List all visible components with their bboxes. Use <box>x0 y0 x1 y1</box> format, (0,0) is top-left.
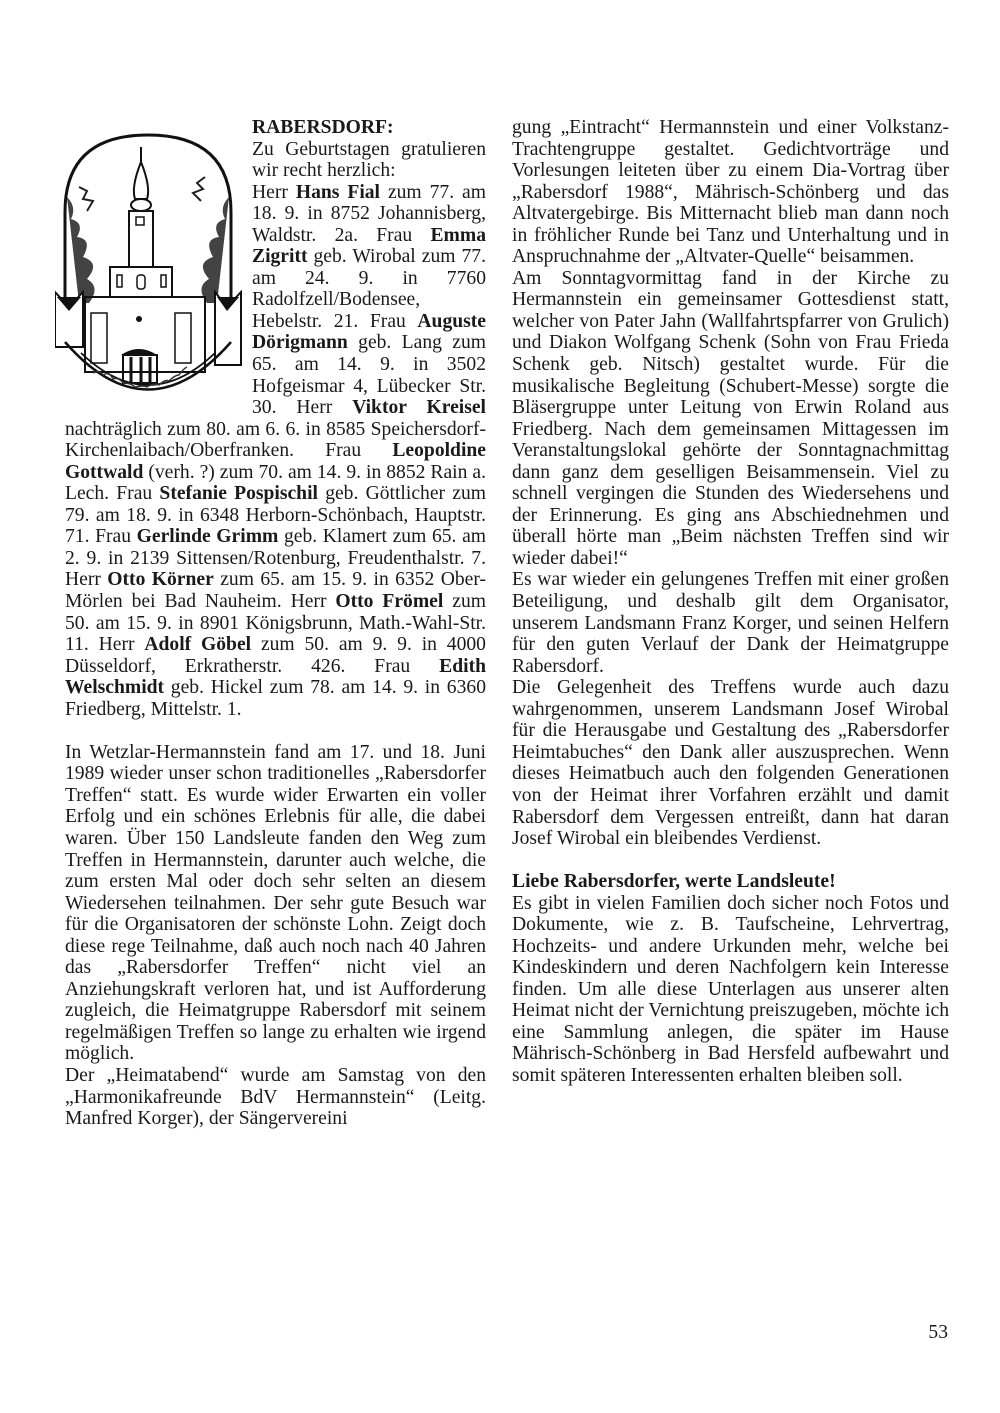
person-name: Leopoldine Gottwald <box>65 440 486 483</box>
birthday-entry: Frau Leopoldine Gottwald (verh. ?) zum 70. am 14. 9. in 8852 Rain a. Lech. <box>65 440 486 505</box>
birthday-entry: Herr Otto Körner zum 65. am 15. 9. in 6352 Ober-Mörlen bei Bad Nauheim. <box>65 569 487 613</box>
person-name: Otto Körner <box>107 569 214 591</box>
section-heading: RABERSDORF: <box>252 117 394 138</box>
person-name: Edith Welschmidt <box>65 655 486 699</box>
birthday-entry: Frau Emma Zigritt geb. Wirobal zum 77. am 24. 9. in 7760 Radolfzell/Bodensee, Hebelstr. 21. <box>252 224 486 332</box>
article-paragraph: Es war wieder ein gelungenes Treffen mit einer großen Beteiligung, und deshalb gilt dem Organisator, unserem Landsmann Franz Korger, und seinen Helfern für den guten Verlauf der Dank der Heimatgruppe Rabersdorf. <box>512 569 949 677</box>
birthday-entry: Frau Gerlinde Grimm geb. Klamert zum 65. am 2. 9. in 2139 Sittensen/Rotenburg, Freudenthalstr. 7. <box>65 526 487 569</box>
appeal-text: Es gibt in vielen Familien doch sicher noch Fotos und Dokumente, wie z. B. Taufscheine, Lehrvertrag, Hochzeits- und andere Urkunden mehr, welche bei Kindeskindern und deren Nachfolgern kein Interesse finden. Um alle diese Unterlagen aus unserer alten Heimat nicht der Vernichtung preiszugeben, möchte ich eine Sammlung anlegen, die später im Hause Mährisch-Schönberg in Bad Hersfeld aufbewahrt und somit späteren Interessenten erhalten bleiben soll. <box>512 892 949 1087</box>
page-number: 53 <box>928 1322 948 1343</box>
birthday-entry: Frau Auguste Dörigmann geb. Lang zum 65. am 14. 9. in 3502 Hofgeismar 4, Lübecker Str. 30. <box>252 310 486 419</box>
birthday-entry: Frau Stefanie Pospischil geb. Göttlicher zum 79. am 18. 9. in 6348 Herborn-Schönbach, Hauptstr. 71. <box>65 483 486 548</box>
appeal-heading: Liebe Rabersdorfer, werte Landsleute! <box>512 871 836 893</box>
person-name: Auguste Dörigmann <box>252 310 486 354</box>
article-paragraph: In Wetzlar-Hermannstein fand am 17. und 18. Juni 1989 wieder unser schon traditionelles „Rabersdorfer Treffen“ statt. Es wurde wider Erwarten ein voller Erfolg und ein schönes Erlebnis für alle, die dabei waren. Über 150 Landsleute fanden den Weg zum Treffen in Hermannstein, darunter auch welche, die zum ersten Mal oder doch sehr selten an diesem Wiedersehen teilnahmen. Der sehr gute Besuch war für die Organisatoren der schönste Lohn. Zeigt doch diese rege Teilnahme, daß auch noch nach 40 Jahren das „Rabersdorfer Treffen“ nicht viel an Anziehungskraft verloren hat, und ist Aufforderung zugleich, die Heimatgruppe Rabersdorf mit seinem regelmäßigen Treffen so lange zu erhalten wie irgend möglich. <box>65 741 486 1065</box>
birthday-intro: Zu Geburtstagen gratulieren wir recht herzlich: <box>252 138 486 182</box>
left-column <box>65 117 486 1130</box>
article-paragraph: Der „Heimatabend“ wurde am Samstag von den „Harmonikafreunde BdV Hermannstein“ (Leitg. Manfred Korger), der Sängervereini <box>65 1065 486 1130</box>
person-name: Gerlinde Grimm <box>136 526 279 548</box>
birthday-entry: Frau Edith Welschmidt geb. Hickel zum 78. am 14. 9. in 6360 Friedberg, Mittelstr. 1. <box>65 655 486 720</box>
article-paragraph: Die Gelegenheit des Treffens wurde auch dazu wahrgenommen, unserem Landsmann Josef Wirobal für die Herausgabe und Gestaltung des „Rabersdorfer Heimtabuches“ den Dank aller auszusprechen. Wenn dieses Heimatbuch auch den folgenden Generationen von der Heimat ihrer Vorfahren erzählt und damit Rabersdorf dem Vergessen entreißt, dann hat daran Josef Wirobal ein bleibendes Verdienst. <box>512 677 949 850</box>
birthday-entry: Herr Adolf Göbel zum 50. am 9. 9. in 4000 Düsseldorf, Erkratherstr. 426. <box>65 634 486 677</box>
birthday-entry: Herr Viktor Kreisel nachträglich zum 80. am 6. 6. in 8585 Speichersdorf-Kirchenlaibach/Oberfranken. <box>65 397 486 462</box>
birthday-entry: Herr Hans Fial zum 77. am 18. 9. in 8752 Johannisberg, Waldstr. 2a. <box>252 181 486 246</box>
person-name: Otto Frömel <box>335 591 444 613</box>
article-paragraph: gung „Eintracht“ Hermannstein und einer Volkstanz-Trachtengruppe gestaltet. Gedichtvorträge und Vorlesungen leiteten über zu einem Dia-Vortrag über „Rabersdorf 1988“, Mährisch-Schönberg und das Altvatergebirge. Bis Mitternacht blieb man dann noch in fröhlicher Runde bei Tanz und Unterhaltung und in Anspruchnahme der „Altvater-Quelle“ beisammen. <box>512 117 949 268</box>
person-name: Adolf Göbel <box>144 634 252 656</box>
birthday-entry: Herr Otto Frömel zum 50. am 15. 9. in 8901 Königsbrunn, Math.-Wahl-Str. 11. <box>65 591 486 656</box>
person-name: Viktor Kreisel <box>352 397 486 419</box>
right-column <box>512 117 949 1087</box>
person-name: Hans Fial <box>295 181 380 203</box>
article-paragraph: Am Sonntagvormittag fand in der Kirche zu Hermannstein ein gemeinsamer Gottesdienst statt, welcher von Pater Jahn (Wallfahrtspfarrer von Grulich) und Diakon Wolfgang Schenk (Sohn von Frau Frieda Schenk geb. Nitsch) gestaltet wurde. Für die musikalische Begleitung (Schubert-Messe) sorgte die Bläsergruppe unter Leitung von Erwin Roland aus Friedberg. Nach dem gemeinsamen Mittagessen im Veranstaltungslokal gehörte der Sonntagnachmittag dann ganz dem geselligen Beisammensein. Viel zu schnell vergingen die Stunden des Wiedersehens und der Erinnerung. Es ging ans Abschiednehmen und überall hörte man „Beim nächsten Treffen sind wir wieder dabei!“ <box>512 267 949 569</box>
person-name: Stefanie Pospischil <box>159 483 318 505</box>
person-name: Emma Zigritt <box>252 224 486 268</box>
church-emblem-icon <box>55 117 242 407</box>
appeal-section <box>512 871 949 1086</box>
